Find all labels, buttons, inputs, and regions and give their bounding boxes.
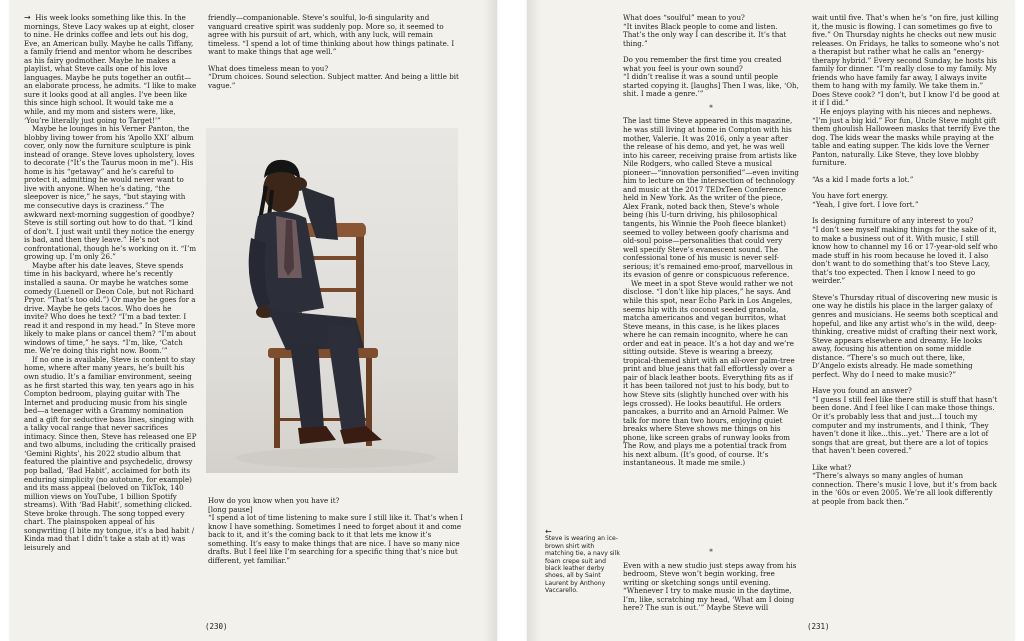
left-page <box>10 0 497 641</box>
interview-answer: “I didn’t realise it was a sound until people started copying it. [laughs] Then I was, like, ‘Oh, shit. I made a genre.’” <box>623 72 799 99</box>
body-paragraph: He enjoys playing with his nieces and nephews. “I’m just a big kid.” For fun, Uncle Steve might gift them ghoulish Halloween masks that terrify Eve the dog. The kids wear the masks while praying at the table and eating supper. The kids love the Verner Panton, naturally. Like Steve, they love blobby furniture. <box>812 107 1000 168</box>
interview-question: What does timeless mean to you? <box>208 63 329 73</box>
body-paragraph: Maybe he lounges in his Verner Panton, the blobby living tower from his ‘Apollo XXI’ album cover, only now the furniture sculpture is pink instead of orange. Steve loves upholstery, loves to decorate (“It’s the Taurus moon in me”). His home is his “getaway” and he’s careful to protect it, admitting he would never want to live with anyone. When he’s dating, “the sleepover is nice,” he says, “but staying with me consecutive days is craziness.” The awkward next-morning suggestion of goodbye? Steve is still sorting out how to do that. “I kind of don’t. I just wait until they notice the energy is bad, and then they leave.” He’s not confrontational, though he’s working on it. “I’m growing up. I’m only 26.” <box>24 124 197 262</box>
interview-answer: “There’s always so many angles of human connection. There’s music I love, but it’s from back in the ’60s or even 2005. We’re all look differently at people from back then.” <box>812 471 997 506</box>
body-paragraph: If no one is available, Steve is content to stay home, where after many years, he’s built his own studio. It’s a familiar environment, seeing as he first started this way, ten years ago in his Compton bedroom, playing guitar with The Internet and producing music from his single bed—a teenager with a Grammy nomination and a gift for seductive bass lines, singing with a talky vocal range that never sacrifices intimacy. Since then, Steve has released one EP and two albums, including the critically praised ‘Gemini Rights’, his 2022 studio album that featured the plaintive and psychedelic, drowsy pop ballad, ‘Bad Habit’, acclaimed for both its enduring simplicity (no autotune, for example) and its mass appeal (beloved on TikTok, 140 million views on YouTube, 1 billion Spotify streams). With ‘Bad Habit’, something clicked. Steve broke through. The song topped every chart. The plainspoken appeal of his songwriting (I bite my tongue, it’s a bad habit / Kinda mad that I didn’t take a stab at it) was leisurely and <box>24 354 197 552</box>
caption-text: Steve is wearing an ice-brown shirt with matching tie, a navy silk foam crepe suit and black leather derby shoes, all by Saint Laurent by Anthony Vaccarello. <box>545 535 620 595</box>
caption-arrow-icon: ← <box>545 527 552 536</box>
body-paragraph: We meet in a spot Steve would rather we not disclose. “I don’t like hip places,” he says. And while this spot, near Echo Park in Los Angeles, seems hip with its coconut seeded granola, matcha americanos and vegan burritos, what Steve means, in this case, is he likes places where he can remain incognito, where he can order and eat in peace. It’s a hot day and we’re sitting outside. Steve is wearing a breezy, tropical-themed shirt with an all-over palm-tree print and blue jeans that fall effortlessly over a pair of black leather boots. Everything fits as if it has been tailored not just to his body, but to how Steve sits (slightly hunched over with his legs crossed). He looks beautiful. He orders pancakes, a burrito and an Arnold Palmer. We talk for more than two hours, enjoying quiet breaks where Steve shows me things on his phone, like screen grabs of runway looks from The Row, and plays me a potential track from his next album. (It’s good, of course. It’s instantaneous. It made me smile.) <box>623 278 795 468</box>
interview-answer: “I guess I still feel like there still is stuff that hasn’t been done. And I feel like I can make those things. Or it’s probably less that and just...I touch my computer and my instruments, and I think, ‘They haven’t done it like...this...yet.’ There are a lot of songs that are great, but there are a lot of topics that haven’t been covered.” <box>812 394 998 456</box>
page-number-left: (230) <box>205 622 228 631</box>
interview-question: You have fort energy. <box>812 191 889 201</box>
portrait-photo-icon <box>206 128 458 473</box>
interview-question: How do you know when you have it? <box>208 497 340 505</box>
body-paragraph: wait until five. That’s when he’s “on fire, just killing it, the music is flowing. I can sometimes go five to five.” On Thursday nights he checks out new music releases. On Fridays, he talks to someone who’s not a therapist but rather what he calls an “energy-therapy hybrid.” Every second Sunday, he hosts his family for dinner. “I’m really close to my family. My friends who have family far away, I always invite them to hang with my family. We take them in.” Does Steve cook? “I don’t, but I know I’d be good at it if I did.” <box>812 14 1000 108</box>
left-page-column-2-top <box>208 14 464 124</box>
interview-answer: “I spend a lot of time listening to make sure I still like it. That’s when I know I have something. Sometimes I need to forget about it and come back to it, and it’s the coming back to it that lets me know it’s something. It’s easy to make things that are nice. I have so many nice drafts. But I feel like I’m searching for a specific thing that’s nice but different, yet familiar.” <box>208 513 464 565</box>
right-page <box>527 0 1014 641</box>
body-paragraph: Maybe after his date leaves, Steve spends time in his backyard, where he’s recently installed a sauna. Or maybe he watches some comedy (Luenell or Deon Cole, but not Richard Pryor. “That’s too old.”) Or maybe he goes for a drive. Maybe he gets tacos. Who does he invite? Who does he text? “I’m a bad texter. I read it and respond in my head.” In Steve more likely to make plans or cancel them? “I’m about windows of time,” he says. “I’m, like, ‘Catch me. We’re doing this right now. Boom.’” <box>24 260 197 356</box>
gutter-shadow-left <box>483 0 497 641</box>
right-page-column-1-bottom <box>623 543 799 623</box>
page-number-right: (231) <box>807 622 830 631</box>
interview-answer: [long pause] <box>208 504 253 514</box>
lead-text: His week looks something like this. In the mornings, Steve Lacy wakes up at eight, closer to nine. He drinks coffee and lets out his dog, Eve, an American bully. Maybe he calls Tiffany, a family friend and mentor whom he describes as his fairy godmother. Maybe he makes a playlist, what Steve calls one of his love languages. Maybe he puts together an outfit—an elaborate process, he admits. “I like to make sure it looks good at all angles. I’ve been like this since high school. It would take me a while, and my mom and sisters were, like, ‘You’re literally just going to Target!’” <box>24 14 197 125</box>
body-paragraph: Steve’s Thursday ritual of discovering new music is one way he distils his place in the larger galaxy of genres and musicians. He seems both sceptical and hopeful, and like any artist who’s in the wild, deep-thinking, creative midst of crafting their next work, Steve appears elsewhere and dreamy. He looks away, focusing his attention on some middle distance. “There’s so much out there, like, D’Angelo exists already. He made something perfect. Why do I need to make music?” <box>812 292 999 379</box>
left-page-column-2-bottom <box>208 497 464 607</box>
section-break-asterisk: * <box>709 102 713 112</box>
body-paragraph: The last time Steve appeared in this magazine, he was still living at home in Compton with his mother, Valerie. It was 2016, only a year after the release of his demo, and yet, he was well into his career, receiving praise from artists like Nile Rodgers, who called Steve a musical pioneer—“innovation personified”—even inviting him to lecture on the intersection of technology and music at the 2017 TEDxTeen Conference held in New York. As the writer of the piece, Alex Frank, noted back then, Steve’s whole being (his U-turn driving, his philosophical tangents, his Winnie the Pooh fleece blanket) seemed to volley between goofy charisma and old-soul poise—personalities that could very well specify Steve’s evanescent sound. The confessional tone of his music is never self-serious; it’s remained emo-proof, marvellous in its evasion of genre or conspicuous reference. <box>623 116 799 280</box>
lead-arrow-icon: → <box>24 14 31 22</box>
interview-question: Like what? <box>812 462 852 472</box>
right-page-column-2 <box>812 14 1000 624</box>
interview-answer: “I don’t see myself making things for the sake of it, to make a business out of it. With music, I still know how to channel my 16 or 17-year-old self who made stuff in his room because he loved it. I also don’t want to do something that’s too Steve Lacy, that’s too expected. Then I know I need to go weirder.” <box>812 225 998 286</box>
lead-paragraph <box>24 14 197 125</box>
interview-answer: “Yeah, I give fort. I love fort.” <box>812 199 919 209</box>
interview-question: Have you found an answer? <box>812 386 912 396</box>
left-page-column-1 <box>24 14 197 614</box>
photo-caption <box>545 528 621 595</box>
interview-answer: “It invites Black people to come and listen. That’s the only way I can describe it. It’s that thing.” <box>623 21 787 48</box>
body-paragraph: friendly—companionable. Steve’s soulful, lo-fi singularity and vanguard creative spirit was suddenly pop. More so, it seemed to agree with his pursuit of art, which, with any luck, will remain timeless. “I spend a lot of time thinking about how things patinate. I want to make things that age well.” <box>208 14 455 57</box>
section-break-asterisk: * <box>709 547 713 556</box>
interview-question: Do you remember the first time you created what you feel is your own sound? <box>623 55 782 73</box>
interview-answer: “As a kid I made forts a lot.” <box>812 174 914 184</box>
gutter-shadow-right <box>527 0 541 641</box>
interview-answer: “Drum choices. Sound selection. Subject matter. And being a little bit vague.” <box>208 72 459 90</box>
body-paragraph: Even with a new studio just steps away from his bedroom, Steve won’t begin working, free writing or sketching songs until evening. “Whenever I try to make music in the daytime, I’m, like, scratching my head, ‘What am I doing here? The sun is out.’” Maybe Steve will <box>623 560 797 613</box>
interview-question: Is designing furniture of any interest to you? <box>812 216 974 226</box>
right-page-column-1 <box>623 14 799 524</box>
portrait-photo <box>206 128 458 473</box>
interview-question: What does “soulful” mean to you? <box>623 14 745 22</box>
